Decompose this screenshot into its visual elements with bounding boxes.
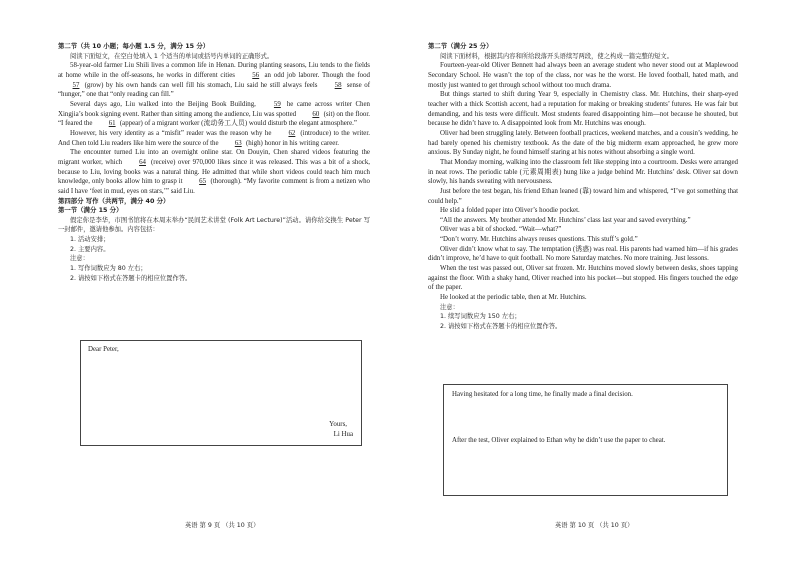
continuation-opener-2: After the test, Oliver explained to Ethan why he didn’t use the paper to cheat. [452, 437, 666, 444]
page-footer: 英语 第 10 页 （共 10 页） [555, 522, 634, 529]
passage-text: However, his very identity as a “misfit” reader was the reason why he [70, 129, 274, 137]
story-paragraph: Oliver had been struggling lately. Between football practices, weekend matches, and a cousin’s wedding, he had barely opened his chemistry textbook. As the date of the big midterm exam approached, he grew more anxious. By Sunday night, he found himself staring at his notes without absorbing a single word. [428, 129, 738, 157]
passage-text: he came across writer Chen Xingjia’s book signing event. Rather than sitting among the audience, Liu was spotted [58, 100, 370, 118]
blank-63: 63 [234, 139, 242, 147]
note-label: 注意： [440, 303, 459, 311]
story-paragraph: Oliver didn’t know what to say. The temptation (诱惑) was real. His parents had warned him—if his grades didn’t improve, he’d have to quit football. No more Saturday matches. No more training. Just lessons. [428, 245, 738, 263]
writing-item: 2. 主要内容。 [70, 245, 110, 253]
blank-58: 58 [334, 81, 342, 89]
passage-text: Several days ago, Liu walked into the Beijing Book Building, [70, 100, 260, 108]
writing-item: 1. 活动安排； [70, 236, 110, 244]
story-paragraph: When the test was passed out, Oliver sat frozen. Mr. Hutchins moved slowly between desks, shoes tapping against the floor. With a shaky hand, Oliver reached into his pocket—but stopped. His fingers touched the edge of the paper. [428, 265, 738, 292]
passage-text: 58-year-old farmer Liu Shili lives a common life in Henan. During planting seasons, Liu tends to the fields at home while in the off-seasons, he works in different cities [58, 62, 370, 79]
story-paragraph: Oliver was a bit of shocked. “Wait—what?” [440, 226, 562, 234]
passage-text: (thorough). “My favorite comment is from a netizen who said I have ‘feet in mud, eyes on stars,’” said Liu. [58, 178, 370, 195]
passage-text: The encounter turned Liu into an overnight online star. On Douyin, Chen shared videos featuring the migrant worker, which [58, 149, 370, 166]
right-page [428, 42, 738, 332]
letter-signature: Li Hua [333, 431, 353, 438]
passage-paragraph [58, 100, 370, 129]
answer-box-continuation [443, 384, 728, 496]
passage-text: (receive) over 970,000 likes since it was released. This was a bit of a shock, because to Liu, loving books was a natural thing. He admitted that while short videos could teach him much knowledge, only books allow him to grasp it [58, 158, 370, 186]
section-instruction: 阅读下面材料，根据其内容和所给段落开头语续写两段，使之构成一篇完整的短文。 [440, 52, 673, 60]
blank-61: 61 [108, 120, 116, 128]
note-item: 2. 请按如下格式在答题卡的相应位置作答。 [70, 274, 192, 282]
passage-text: (introduce) to the writer. And Chen told Liu readers like him were the source of the [58, 129, 370, 147]
story-paragraph: That Monday morning, walking into the classroom felt like stepping into a courtroom. Desks were arranged in neat rows. The periodic table (元素周期表) hung like a judge behind Mr. Hutchins’ desk. Oliver sat down slowly, his hands sweating with nervousness. [428, 158, 738, 186]
passage-text: (sit) on the floor. “I feared the [58, 110, 370, 128]
passage-text: (high) honor in his writing career. [244, 139, 339, 147]
passage-text: an odd job laborer. Though the food [261, 71, 370, 79]
section-heading: 第二节（满分 25 分） [428, 42, 493, 50]
story-paragraph: He looked at the periodic table, then at Mr. Hutchins. [440, 294, 587, 302]
story-paragraph: Fourteen-year-old Oliver Bennett had always been an average student who never stood out at Maplewood Secondary School. He wasn’t the top of the class, nor was he the worst. He loved football, hated math, and mostly just wanted to get through school without too much drama. [428, 62, 738, 89]
section-heading: 第一节（满分 15 分） [58, 206, 123, 215]
story-paragraph: “All the answers. My brother attended Mr. Hutchins’ class last year and saved everything.” [440, 216, 691, 224]
passage-text: (grow) by his own hands can well fill his stomach, Liu said he still always feels [82, 81, 321, 89]
note-label: 注意： [70, 255, 89, 263]
section-heading: 第二节（共 10 小题；每小题 1.5 分，满分 15 分） [58, 42, 210, 50]
blank-65: 65 [199, 178, 207, 186]
note-item: 1. 写作词数应为 80 左右； [70, 265, 147, 273]
blank-60: 60 [312, 110, 320, 118]
passage-paragraph [58, 61, 370, 100]
story-paragraph: But things started to shift during Year 9, especially in Chemistry class. Mr. Hutchins, their sharp-eyed teacher with a thick Scottish accent, had a reputation for making or breaking students’ futures. He was fair but demanding, and his tests were difficult. Most students feared disappointing him—not because he shouted, but because he didn’t have to. A disappointed look from Mr. Hutchins was enough. [428, 91, 738, 128]
story-paragraph: Just before the test began, his friend Ethan leaned (靠) toward him and whispered, “I’ve got something that could help.” [428, 187, 738, 205]
writing-prompt: 假定你是李华，市图书馆将在本周末举办“民间艺术讲堂 (Folk Art Lecture)”活动。请你给交换生 Peter 写一封邮件，邀请他参加。内容包括： [58, 216, 370, 234]
passage-paragraph [58, 148, 370, 196]
blank-64: 64 [139, 158, 146, 166]
letter-greeting: Dear Peter, [88, 346, 119, 353]
letter-closing: Yours, [329, 421, 347, 428]
passage-text: (appear) of a migrant worker (流动务工人员) would disturb the elegant atmosphere.” [118, 120, 357, 128]
note-item: 2. 请按如下格式在答题卡的相应位置作答。 [440, 323, 562, 331]
story-paragraph: “Don’t worry. Mr. Hutchins always reuses questions. This stuff’s gold.” [440, 236, 638, 244]
passage-paragraph [58, 129, 370, 148]
page-footer: 英语 第 9 页 （共 10 页） [185, 522, 260, 529]
blank-59: 59 [273, 100, 281, 108]
passage-text: sense of “hunger,” one that “only reading can fill.” [58, 81, 370, 99]
blank-56: 56 [252, 71, 260, 79]
blank-62: 62 [288, 129, 296, 137]
answer-box-letter [80, 340, 362, 446]
blank-57: 57 [72, 81, 80, 89]
part-heading: 第四部分 写作（共两节，满分 40 分） [58, 196, 170, 205]
section-instruction: 阅读下面短文，在空白处填入 1 个适当的单词或括号内单词的正确形式。 [70, 52, 274, 60]
note-item: 1. 续写词数应为 150 左右； [440, 313, 521, 321]
story-paragraph: He slid a folded paper into Oliver’s hoodie pocket. [440, 207, 580, 215]
left-page [58, 42, 370, 283]
continuation-opener-1: Having hesitated for a long time, he finally made a final decision. [452, 391, 633, 398]
